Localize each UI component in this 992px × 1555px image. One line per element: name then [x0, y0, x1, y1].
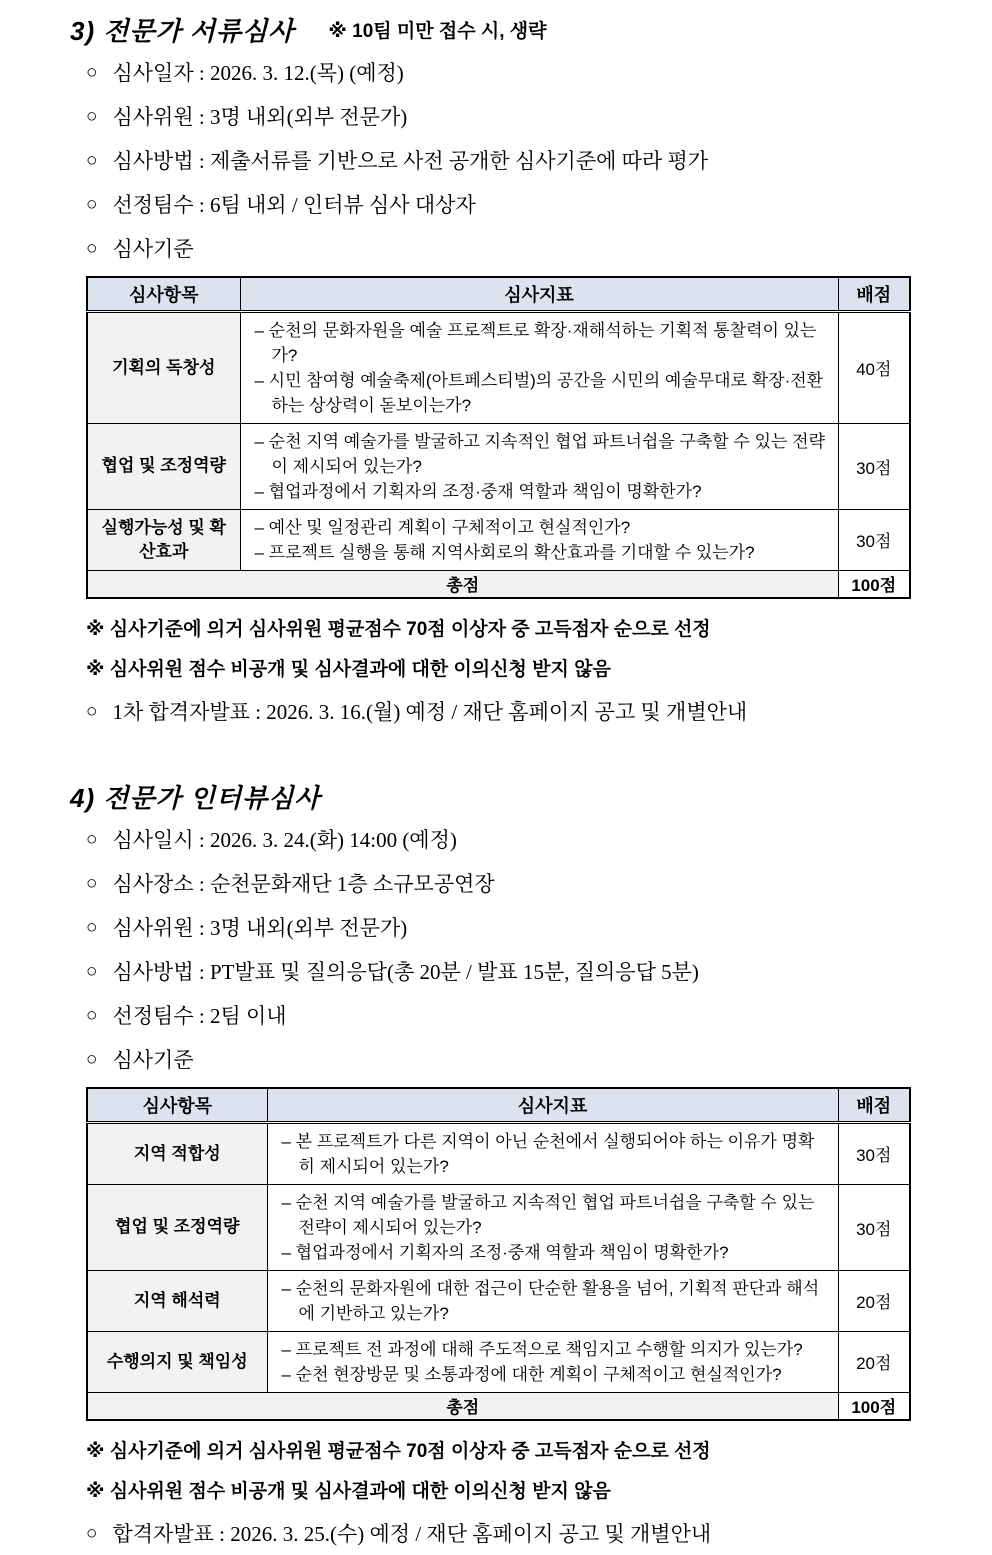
note-line: ※ 심사기준에 의거 심사위원 평균점수 70점 이상자 중 고득점자 순으로 선정	[86, 1440, 711, 1462]
indicator-line: – 협업과정에서 기획자의 조정·중재 역할과 책임이 명확한가?	[281, 1242, 729, 1262]
section-3-heading-row	[70, 8, 982, 50]
indicator-line: – 예산 및 일정관리 계획이 구체적이고 현실적인가?	[254, 517, 631, 537]
section-4-bullet-list	[70, 817, 982, 1081]
first-round-result-announcement	[86, 689, 982, 733]
table-row	[87, 311, 910, 423]
bullet-text: 1차 합격자발표 : 2026. 3. 16.(월) 예정 / 재단 홈페이지 공고 및 개별안내	[112, 700, 748, 724]
bullet-text: 심사일시 : 2026. 3. 24.(화) 14:00 (예정)	[112, 828, 457, 852]
table-total-row	[87, 570, 910, 598]
bullet-text: 심사방법 : PT발표 및 질의응답(총 20분 / 발표 15분, 질의응답 5분)	[112, 960, 699, 984]
indicator-line: – 협업과정에서 기획자의 조정·중재 역할과 책임이 명확한가?	[254, 481, 702, 501]
indicator-line: – 순천 지역 예술가를 발굴하고 지속적인 협업 파트너쉽을 구축할 수 있는 전략이 제시되어 있는가?	[254, 431, 825, 476]
circle-bullet-icon: ○	[86, 872, 98, 894]
circle-bullet-icon: ○	[86, 149, 98, 171]
bullet-text: 합격자발표 : 2026. 3. 25.(수) 예정 / 재단 홈페이지 공고 및 개별안내	[112, 1522, 712, 1546]
indicator-line: – 프로젝트 전 과정에 대해 주도적으로 책임지고 수행할 의지가 있는가?	[281, 1339, 803, 1359]
column-header-indicator: 심사지표	[240, 277, 838, 311]
table-header-row	[87, 1088, 910, 1122]
indicator-line: – 순천의 문화자원에 대한 접근이 단순한 활용을 넘어, 기획적 판단과 해석에 기반하고 있는가?	[281, 1278, 820, 1323]
section-3-title-note: ※ 10팀 미만 접수 시, 생략	[328, 20, 547, 42]
bullet-line-review-method	[86, 138, 982, 182]
bullet-text: 심사위원 : 3명 내외(외부 전문가)	[112, 105, 408, 129]
column-header-item: 심사항목	[87, 277, 240, 311]
section-3-notes	[86, 607, 982, 687]
bullet-text: 선정팀수 : 6팀 내외 / 인터뷰 심사 대상자	[112, 193, 476, 217]
criteria-points-cell: 30점	[838, 509, 910, 570]
table-row	[87, 509, 910, 570]
table-row	[87, 423, 910, 509]
circle-bullet-icon: ○	[86, 61, 98, 83]
circle-bullet-icon: ○	[86, 1004, 98, 1026]
criteria-table-interview-review	[86, 1087, 911, 1421]
circle-bullet-icon: ○	[86, 237, 98, 259]
criteria-indicator-cell	[240, 509, 838, 570]
criteria-indicator-cell	[267, 1122, 838, 1184]
table-row	[87, 1331, 910, 1392]
bullet-line-interview-location	[86, 861, 982, 905]
bullet-text: 심사위원 : 3명 내외(외부 전문가)	[112, 916, 408, 940]
table-row	[87, 1184, 910, 1270]
indicator-line: – 순천 지역 예술가를 발굴하고 지속적인 협업 파트너쉽을 구축할 수 있는 전략이 제시되어 있는가?	[281, 1192, 815, 1237]
section-3-title: 3) 전문가 서류심사	[70, 15, 295, 46]
indicator-line: – 프로젝트 실행을 통해 지역사회로의 확산효과를 기대할 수 있는가?	[254, 542, 755, 562]
column-header-indicator: 심사지표	[267, 1088, 838, 1122]
section-3-bullet-list	[70, 50, 982, 270]
total-label-cell: 총점	[87, 570, 838, 598]
table-total-row	[87, 1392, 910, 1420]
indicator-line: – 시민 참여형 예술축제(아트페스티벌)의 공간을 시민의 예술무대로 확장·전환 하는 상상력이 돋보이는가?	[254, 370, 824, 415]
bullet-line-review-date	[86, 50, 982, 94]
criteria-points-cell: 20점	[838, 1331, 910, 1392]
bullet-line-review-criteria	[86, 226, 982, 270]
indicator-line: – 본 프로젝트가 다른 지역이 아닌 순천에서 실행되어야 하는 이유가 명확히 제시되어 있는가?	[281, 1131, 815, 1176]
criteria-points-cell: 30점	[838, 423, 910, 509]
section-4-heading-row	[70, 775, 982, 817]
criteria-points-cell: 30점	[838, 1122, 910, 1184]
criteria-indicator-cell	[267, 1331, 838, 1392]
criteria-indicator-cell	[240, 311, 838, 423]
criteria-item-cell: 기획의 독창성	[87, 311, 240, 423]
circle-bullet-icon: ○	[86, 193, 98, 215]
criteria-item-cell: 지역 해석력	[87, 1270, 267, 1331]
circle-bullet-icon: ○	[86, 700, 98, 722]
section-interview-review	[70, 775, 982, 1555]
bullet-text: 심사장소 : 순천문화재단 1층 소규모공연장	[112, 872, 495, 896]
criteria-points-cell: 40점	[838, 311, 910, 423]
criteria-item-cell: 수행의지 및 책임성	[87, 1331, 267, 1392]
circle-bullet-icon: ○	[86, 1522, 98, 1544]
table-header-row	[87, 277, 910, 311]
circle-bullet-icon: ○	[86, 960, 98, 982]
bullet-line-selected-teams	[86, 182, 982, 226]
section-4-notes	[86, 1429, 982, 1509]
criteria-table-document-review	[86, 276, 911, 599]
final-result-announcement	[86, 1511, 982, 1555]
criteria-points-cell: 30점	[838, 1184, 910, 1270]
total-points-cell: 100점	[838, 1392, 910, 1420]
indicator-line: – 순천 현장방문 및 소통과정에 대한 계획이 구체적이고 현실적인가?	[281, 1364, 782, 1384]
criteria-item-cell: 협업 및 조정역량	[87, 1184, 267, 1270]
criteria-indicator-cell	[267, 1270, 838, 1331]
circle-bullet-icon: ○	[86, 105, 98, 127]
criteria-points-cell: 20점	[838, 1270, 910, 1331]
criteria-item-cell: 협업 및 조정역량	[87, 423, 240, 509]
section-document-review	[70, 8, 982, 733]
bullet-line-interview-selected-teams	[86, 993, 982, 1037]
bullet-line-interview-criteria	[86, 1037, 982, 1081]
indicator-line: – 순천의 문화자원을 예술 프로젝트로 확장·재해석하는 기획적 통찰력이 있는가?	[254, 320, 817, 365]
note-line: ※ 심사위원 점수 비공개 및 심사결과에 대한 이의신청 받지 않음	[86, 1480, 611, 1502]
criteria-item-cell: 실행가능성 및 확산효과	[87, 509, 240, 570]
criteria-item-cell: 지역 적합성	[87, 1122, 267, 1184]
total-points-cell: 100점	[838, 570, 910, 598]
column-header-points: 배점	[838, 277, 910, 311]
bullet-text: 심사방법 : 제출서류를 기반으로 사전 공개한 심사기준에 따라 평가	[112, 149, 709, 173]
bullet-line-review-panel	[86, 94, 982, 138]
bullet-line-interview-method	[86, 949, 982, 993]
circle-bullet-icon: ○	[86, 828, 98, 850]
bullet-line-interview-datetime	[86, 817, 982, 861]
circle-bullet-icon: ○	[86, 916, 98, 938]
note-line: ※ 심사위원 점수 비공개 및 심사결과에 대한 이의신청 받지 않음	[86, 658, 611, 680]
criteria-indicator-cell	[240, 423, 838, 509]
table-row	[87, 1270, 910, 1331]
column-header-item: 심사항목	[87, 1088, 267, 1122]
total-label-cell: 총점	[87, 1392, 838, 1420]
column-header-points: 배점	[838, 1088, 910, 1122]
note-line: ※ 심사기준에 의거 심사위원 평균점수 70점 이상자 중 고득점자 순으로 선정	[86, 618, 711, 640]
table-row	[87, 1122, 910, 1184]
circle-bullet-icon: ○	[86, 1048, 98, 1070]
bullet-line-interview-panel	[86, 905, 982, 949]
bullet-text: 선정팀수 : 2팀 이내	[112, 1004, 287, 1028]
section-4-title: 4) 전문가 인터뷰심사	[70, 782, 321, 813]
bullet-text: 심사기준	[112, 1048, 194, 1072]
bullet-text: 심사일자 : 2026. 3. 12.(목) (예정)	[112, 61, 404, 85]
criteria-indicator-cell	[267, 1184, 838, 1270]
bullet-text: 심사기준	[112, 237, 194, 261]
